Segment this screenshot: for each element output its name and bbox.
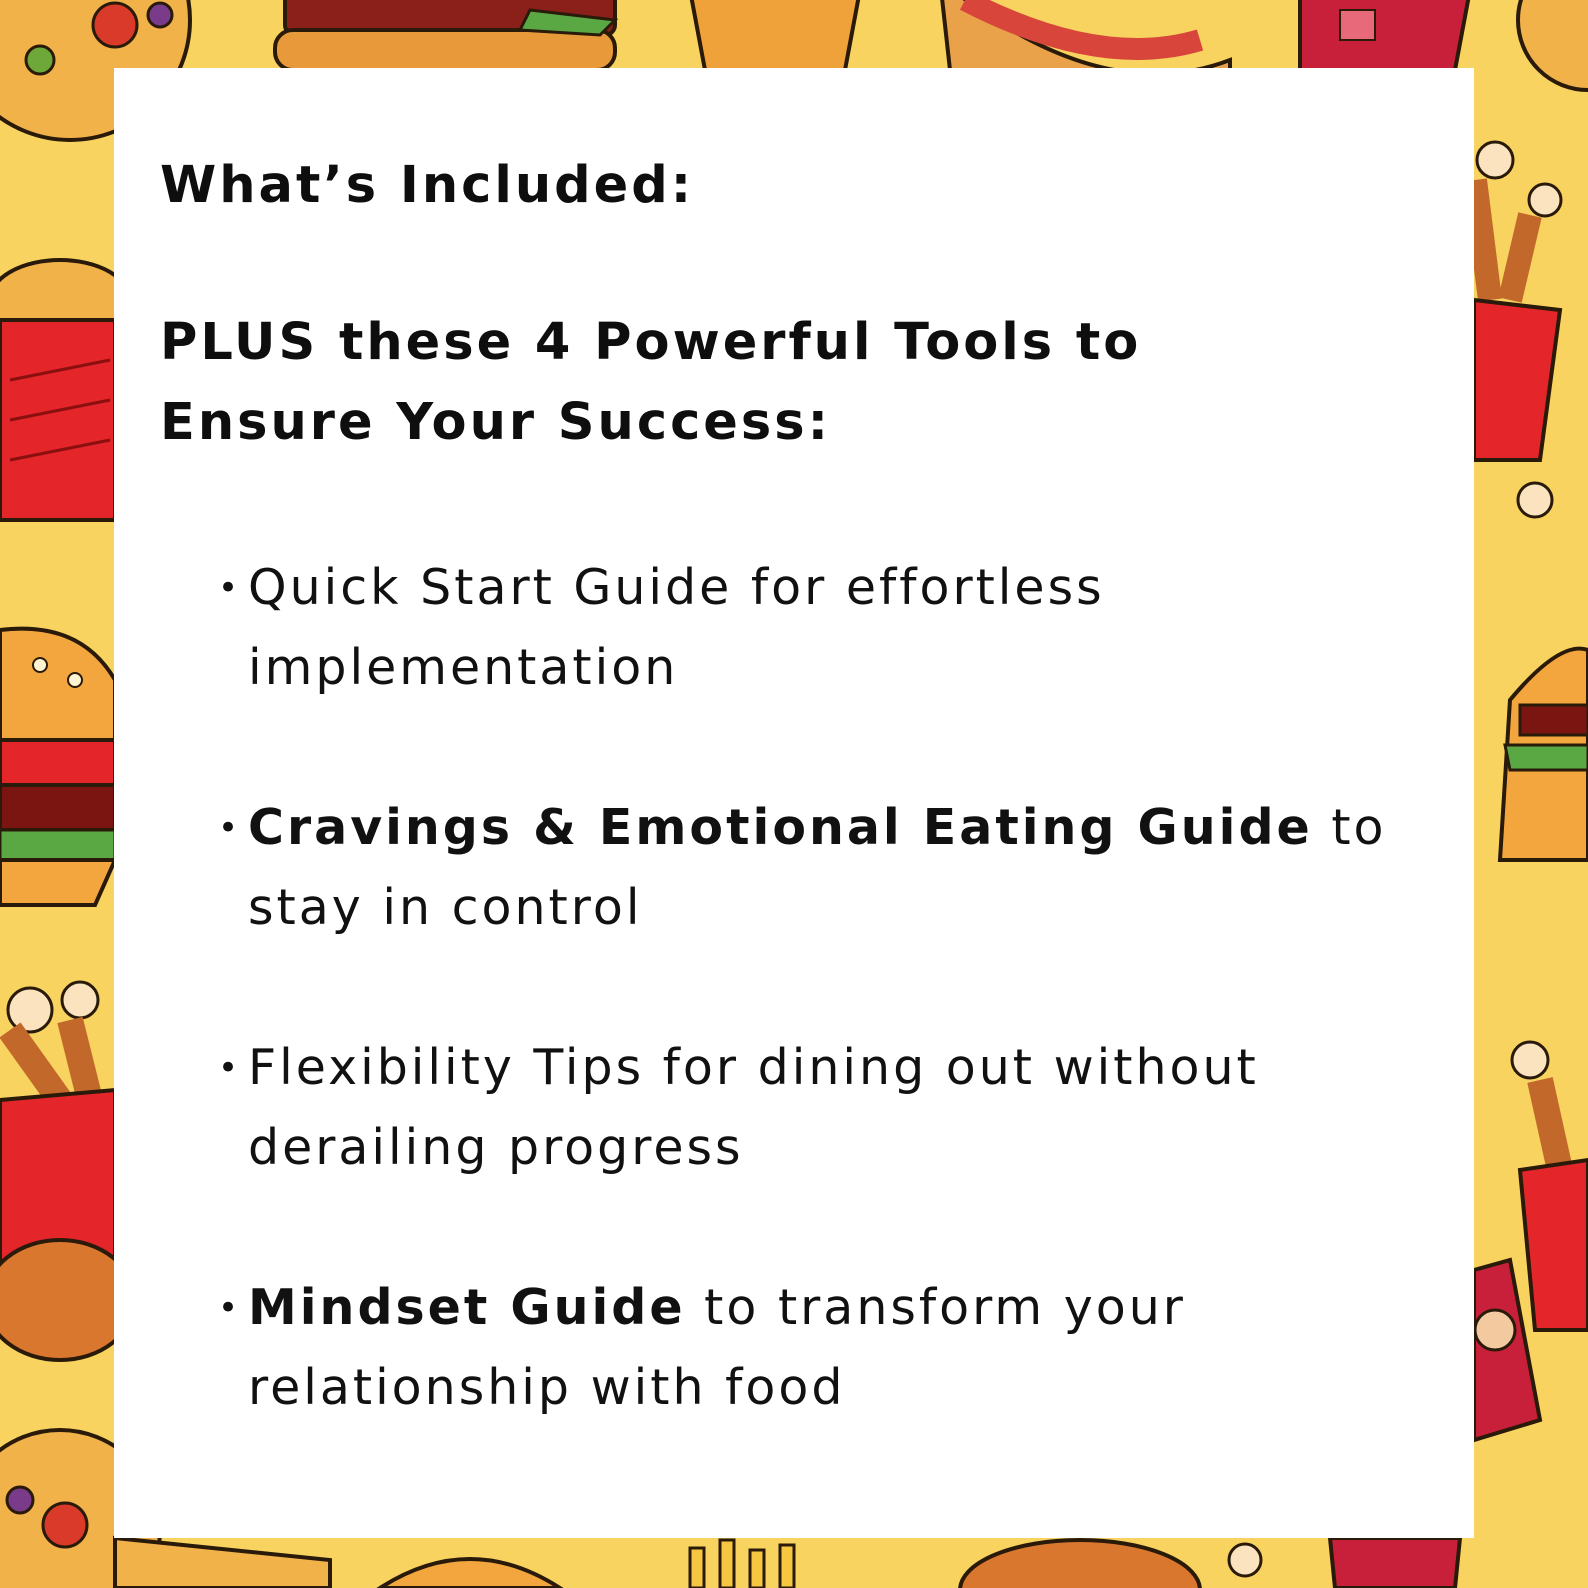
content-card [114, 68, 1474, 1538]
burger-icon [0, 629, 115, 905]
list-item-mindset [218, 1268, 1448, 1428]
pizza-icon [1518, 0, 1588, 90]
burger-icon [275, 0, 615, 70]
item-text: Flexibility Tips for dining out without derailing progress [248, 1039, 1259, 1176]
burger-icon [1500, 649, 1588, 860]
whats-included-heading: What’s Included: [160, 156, 695, 215]
tools-heading: PLUS these 4 Powerful Tools to Ensure Your Success: [160, 313, 1142, 452]
item-text: to transform your relationship with food [248, 1279, 1186, 1416]
tools-list [218, 548, 1448, 1508]
item-text: to stay in control [248, 799, 1387, 936]
fries-icon [690, 1540, 794, 1588]
chicken-bucket-icon [1512, 1042, 1588, 1330]
bullet-icon: • [218, 808, 242, 848]
chicken-icon [960, 1540, 1261, 1588]
bullet-icon: • [218, 1048, 242, 1088]
burger-icon [380, 1559, 560, 1588]
list-item-quick-start [218, 548, 1448, 708]
list-item-cravings [218, 788, 1448, 948]
item-text: Quick Start Guide for effortless implementation [248, 559, 1105, 696]
fries-box-icon [0, 260, 130, 520]
item-bold-text: Mindset Guide [248, 1279, 686, 1336]
fries-icon [690, 0, 860, 70]
chicken-bucket-icon [1474, 142, 1561, 517]
soda-cup-icon [1300, 0, 1470, 70]
hotdog-icon [940, 0, 1230, 74]
list-item-flexibility [218, 1028, 1448, 1188]
bullet-icon: • [218, 568, 242, 608]
pizza-icon [115, 1538, 330, 1588]
soda-cup-icon [1330, 1538, 1460, 1588]
item-bold-text: Cravings & Emotional Eating Guide [248, 799, 1313, 856]
bullet-icon: • [218, 1288, 242, 1328]
